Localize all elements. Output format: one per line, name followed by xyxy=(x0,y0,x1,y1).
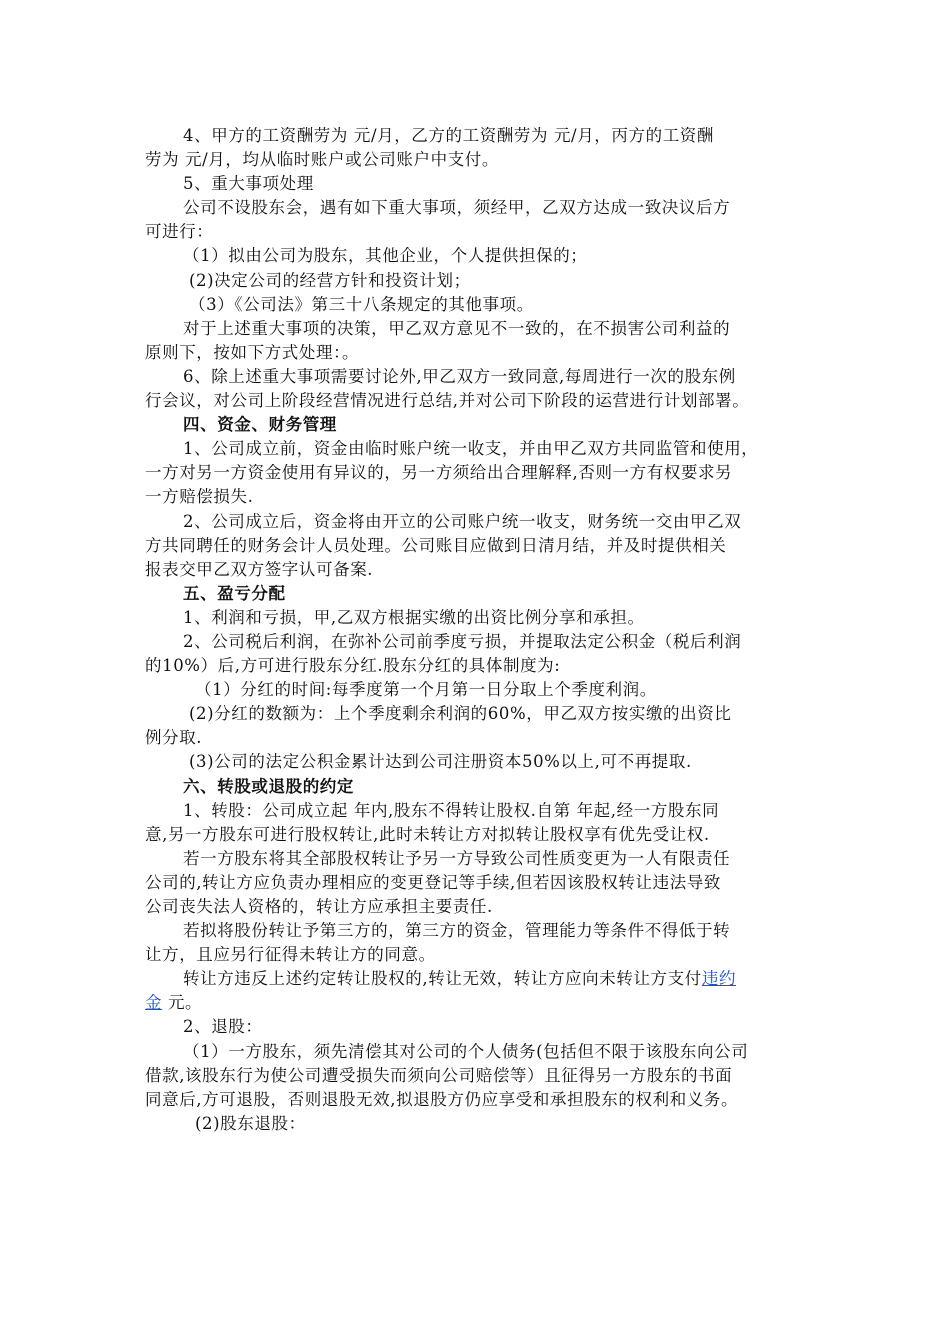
paragraph-line: 公司的,转让方应负责办理相应的变更登记等手续,但若因该股权转让违法导致 xyxy=(145,872,721,892)
paragraph-line: 意,另一方股东可进行股权转让,此时未转让方对拟转让股权享有优先受让权. xyxy=(145,824,710,844)
section-heading: 五、盈亏分配 xyxy=(183,583,286,603)
list-item: (2)股东退股： xyxy=(195,1113,306,1133)
penalty-link[interactable]: 违约 xyxy=(701,969,737,989)
section-item-heading: 2、退股： xyxy=(183,1017,263,1037)
list-item: (3)公司的法定公积金累计达到公司注册资本50%以上,可不再提取. xyxy=(189,752,692,772)
paragraph-line: 一方赔偿损失. xyxy=(145,487,254,507)
list-item: （3）《公司法》第三十八条规定的其他事项。 xyxy=(189,294,534,314)
paragraph-line: 原则下，按如下方式处理：。 xyxy=(145,342,360,362)
paragraph-line: 4、甲方的工资酬劳为 元/月，乙方的工资酬劳为 元/月，丙方的工资酬 xyxy=(183,126,715,145)
paragraph-line: 行会议，对公司上阶段经营情况进行总结,并对公司下阶段的运营进行计划部署。 xyxy=(145,391,750,411)
paragraph-line xyxy=(145,967,810,991)
paragraph-line: 对于上述重大事项的决策，甲乙双方意见不一致的，在不损害公司利益的 xyxy=(183,318,731,338)
paragraph-line: 让方，且应另行征得未转让方的同意。 xyxy=(145,945,436,965)
section-heading: 四、资金、财务管理 xyxy=(183,415,337,435)
paragraph-line: 6、除上述重大事项需要讨论外,甲乙双方一致同意,每周进行一次的股东例 xyxy=(183,366,736,386)
paragraph-line: 若一方股东将其全部股权转让予另一方导致公司性质变更为一人有限责任 xyxy=(183,848,731,868)
paragraph-line: 劳为 元/月，均从临时账户或公司账户中支付。 xyxy=(145,150,500,170)
paragraph-line: 可进行： xyxy=(145,222,214,242)
paragraph-line: 2、公司税后利润，在弥补公司前季度亏损，并提取法定公积金（税后利润 xyxy=(183,631,742,651)
paragraph-line: 公司丧失法人资格的，转让方应承担主要责任. xyxy=(145,897,493,916)
paragraph-line: 例分取. xyxy=(145,728,203,748)
paragraph-line: 借款,该股东行为使公司遭受损失而须向公司赔偿等）且征得另一方股东的书面 xyxy=(145,1065,733,1085)
paragraph-line: 方共同聘任的财务会计人员处理。公司账目应做到日清月结，并及时提供相关 xyxy=(145,535,727,555)
paragraph-line: 公司不设股东会，遇有如下重大事项，须经甲，乙双方达成一致决议后方 xyxy=(183,198,731,218)
list-item: （1）一方股东，须先清偿其对公司的个人债务(包括但不限于该股东向公司 xyxy=(183,1041,749,1061)
list-item: （1）分红的时间:每季度第一个月第一日分取上个季度利润。 xyxy=(195,680,657,700)
list-item: (2)决定公司的经营方针和投资计划； xyxy=(189,270,471,290)
list-item: (2)分红的数额为：上个季度剩余利润的60%，甲乙双方按实缴的出资比 xyxy=(189,704,732,724)
document-body xyxy=(145,124,810,1136)
paragraph-line: 1、利润和亏损，甲,乙双方根据实缴的出资比例分享和承担。 xyxy=(183,607,645,627)
paragraph-line: 的10%）后,方可进行股东分红.股东分红的具体制度为: xyxy=(145,656,561,676)
paragraph-line: 若拟将股份转让予第三方的，第三方的资金，管理能力等条件不得低于转 xyxy=(183,921,731,941)
section-item-heading: 5、重大事项处理 xyxy=(183,174,314,194)
penalty-link-continuation[interactable]: 金 xyxy=(145,993,163,1013)
paragraph-text: 转让方违反上述约定转让股权的,转让无效，转让方应向未转让方支付 xyxy=(183,969,702,989)
paragraph-line: 报表交甲乙双方签字认可备案. xyxy=(145,559,374,579)
section-heading: 六、转股或退股的约定 xyxy=(183,776,354,796)
list-item: （1）拟由公司为股东，其他企业，个人提供担保的； xyxy=(183,246,588,266)
paragraph-line: 2、公司成立后，资金将由开立的公司账户统一收支，财务统一交由甲乙双 xyxy=(183,511,742,531)
paragraph-line: 一方对另一方资金使用有异议的，另一方须给出合理解释,否则一方有权要求另 xyxy=(145,463,733,483)
paragraph-text: 元。 xyxy=(162,993,203,1013)
paragraph-line: 1、公司成立前，资金由临时账户统一收支，并由甲乙双方共同监管和使用， xyxy=(183,439,759,459)
paragraph-line: 1、转股：公司成立起 年内,股东不得转让股权.自第 年起,经一方股东同 xyxy=(183,800,720,820)
paragraph-line xyxy=(145,991,810,1015)
paragraph-line: 同意后,方可退股，否则退股无效,拟退股方仍应享受和承担股东的权利和义务。 xyxy=(145,1089,739,1109)
